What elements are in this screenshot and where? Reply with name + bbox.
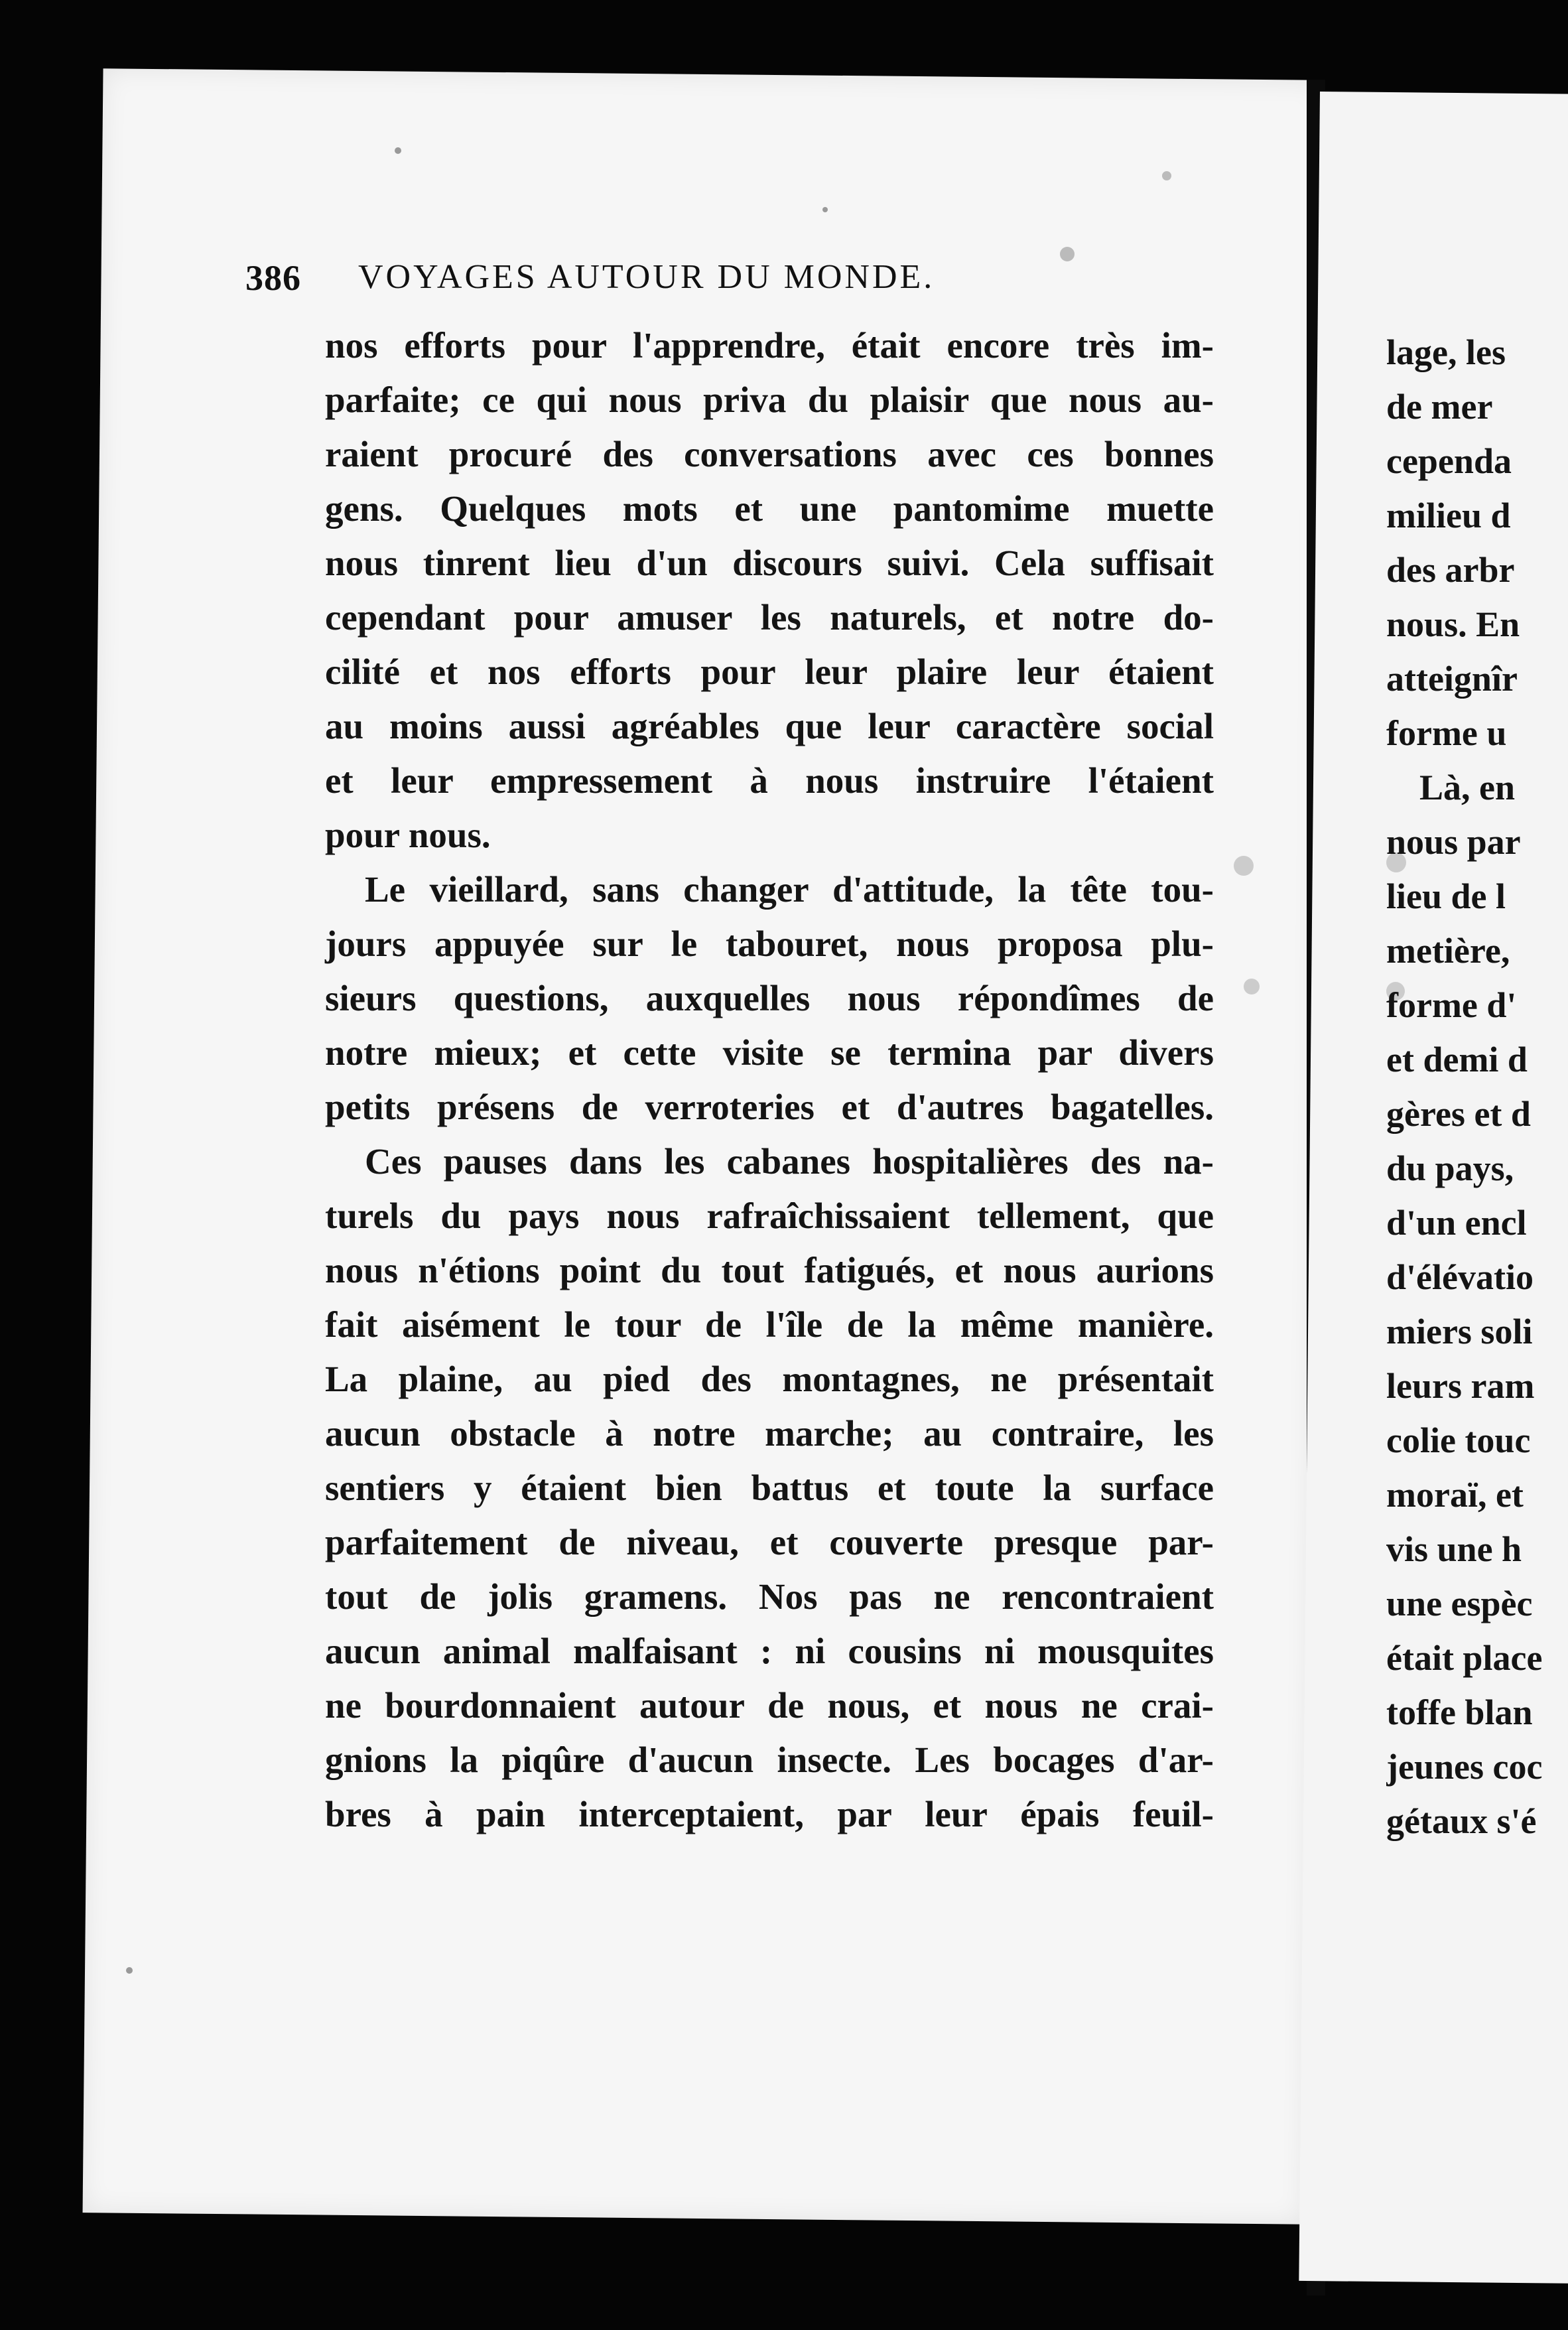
- text-line: au moins aussi agréables que leur caractère social: [325, 706, 1214, 746]
- text-line: toffe blan: [1386, 1692, 1533, 1732]
- text-line: Le vieillard, sans changer d'attitude, la tête tou-: [365, 869, 1214, 910]
- text-line: nous par: [1386, 822, 1521, 862]
- text-line: moraï, et: [1386, 1475, 1524, 1515]
- text-line: jeunes coc: [1386, 1747, 1543, 1787]
- text-line: nous tinrent lieu d'un discours suivi. Cela suffisait: [325, 543, 1214, 583]
- text-line: turels du pays nous rafraîchissaient tellement, que: [325, 1196, 1214, 1236]
- right-page-text: [1386, 325, 1568, 1917]
- text-line: milieu d: [1386, 496, 1511, 535]
- text-line: pour nous.: [325, 815, 491, 855]
- text-line: nous n'étions point du tout fatigués, et nous aurions: [325, 1250, 1214, 1290]
- page-header: [245, 257, 1081, 310]
- text-line: des arbr: [1386, 550, 1515, 590]
- text-line: leurs ram: [1386, 1366, 1535, 1406]
- text-line: nos efforts pour l'apprendre, était encore très im-: [325, 325, 1214, 366]
- text-line: notre mieux; et cette visite se termina par divers: [325, 1032, 1214, 1073]
- text-line: colie touc: [1386, 1420, 1531, 1460]
- text-line: gétaux s'é: [1386, 1801, 1537, 1841]
- text-line: du pays,: [1386, 1148, 1514, 1188]
- text-line: Là, en: [1419, 768, 1516, 807]
- scan-speck: [126, 1967, 133, 1974]
- scan-speck: [1162, 171, 1171, 180]
- text-line: gères et d: [1386, 1094, 1531, 1134]
- scan-speck: [1234, 856, 1254, 876]
- text-line: forme u: [1386, 713, 1507, 753]
- text-line: lage, les: [1386, 332, 1506, 372]
- text-line: cilité et nos efforts pour leur plaire leur étaient: [325, 651, 1214, 692]
- text-line: petits présens de verroteries et d'autres bagatelles.: [325, 1087, 1214, 1127]
- text-line: gnions la piqûre d'aucun insecte. Les bocages d'ar-: [325, 1740, 1214, 1780]
- text-line: aucun obstacle à notre marche; au contraire, les: [325, 1413, 1214, 1454]
- text-line: parfaitement de niveau, et couverte presque par-: [325, 1522, 1214, 1562]
- running-title: VOYAGES AUTOUR DU MONDE.: [358, 258, 935, 296]
- text-line: raient procuré des conversations avec ces bonnes: [325, 434, 1214, 474]
- text-line: jours appuyée sur le tabouret, nous proposa plu-: [325, 924, 1214, 964]
- text-line: était place: [1386, 1638, 1543, 1678]
- text-line: vis une h: [1386, 1529, 1522, 1569]
- text-line: d'un encl: [1386, 1203, 1527, 1243]
- text-line: miers soli: [1386, 1312, 1533, 1351]
- text-line: aucun animal malfaisant : ni cousins ni mousquites: [325, 1631, 1214, 1671]
- text-line: atteignîr: [1386, 659, 1518, 699]
- text-line: d'élévatio: [1386, 1257, 1534, 1297]
- text-line: de mer: [1386, 387, 1493, 427]
- scan-speck: [1244, 979, 1260, 994]
- text-line: fait aisément le tour de l'île de la même manière.: [325, 1304, 1214, 1345]
- text-line: et demi d: [1386, 1040, 1528, 1079]
- text-line: une espèc: [1386, 1584, 1533, 1623]
- text-line: forme d': [1386, 985, 1517, 1025]
- text-line: ne bourdonnaient autour de nous, et nous ne crai-: [325, 1685, 1214, 1726]
- scan-speck: [822, 207, 828, 212]
- text-line: cependant pour amuser les naturels, et notre do-: [325, 597, 1214, 638]
- text-line: lieu de l: [1386, 876, 1506, 916]
- left-page-text: [325, 318, 1214, 1842]
- text-line: cependa: [1386, 441, 1512, 481]
- text-line: sieurs questions, auxquelles nous répondîmes de: [325, 978, 1214, 1018]
- text-line: parfaite; ce qui nous priva du plaisir que nous au-: [325, 379, 1214, 420]
- text-line: bres à pain interceptaient, par leur épais feuil-: [325, 1794, 1214, 1834]
- page-number: 386: [245, 258, 301, 298]
- text-line: et leur empressement à nous instruire l'étaient: [325, 760, 1214, 801]
- text-line: tout de jolis gramens. Nos pas ne rencontraient: [325, 1576, 1214, 1617]
- text-line: metière,: [1386, 931, 1510, 971]
- text-line: La plaine, au pied des montagnes, ne présentait: [325, 1359, 1214, 1399]
- text-line: Ces pauses dans les cabanes hospitalières des na-: [365, 1141, 1214, 1182]
- scan-speck: [395, 147, 401, 154]
- text-line: gens. Quelques mots et une pantomime muette: [325, 488, 1214, 529]
- text-line: sentiers y étaient bien battus et toute la surface: [325, 1468, 1214, 1508]
- text-line: nous. En: [1386, 604, 1520, 644]
